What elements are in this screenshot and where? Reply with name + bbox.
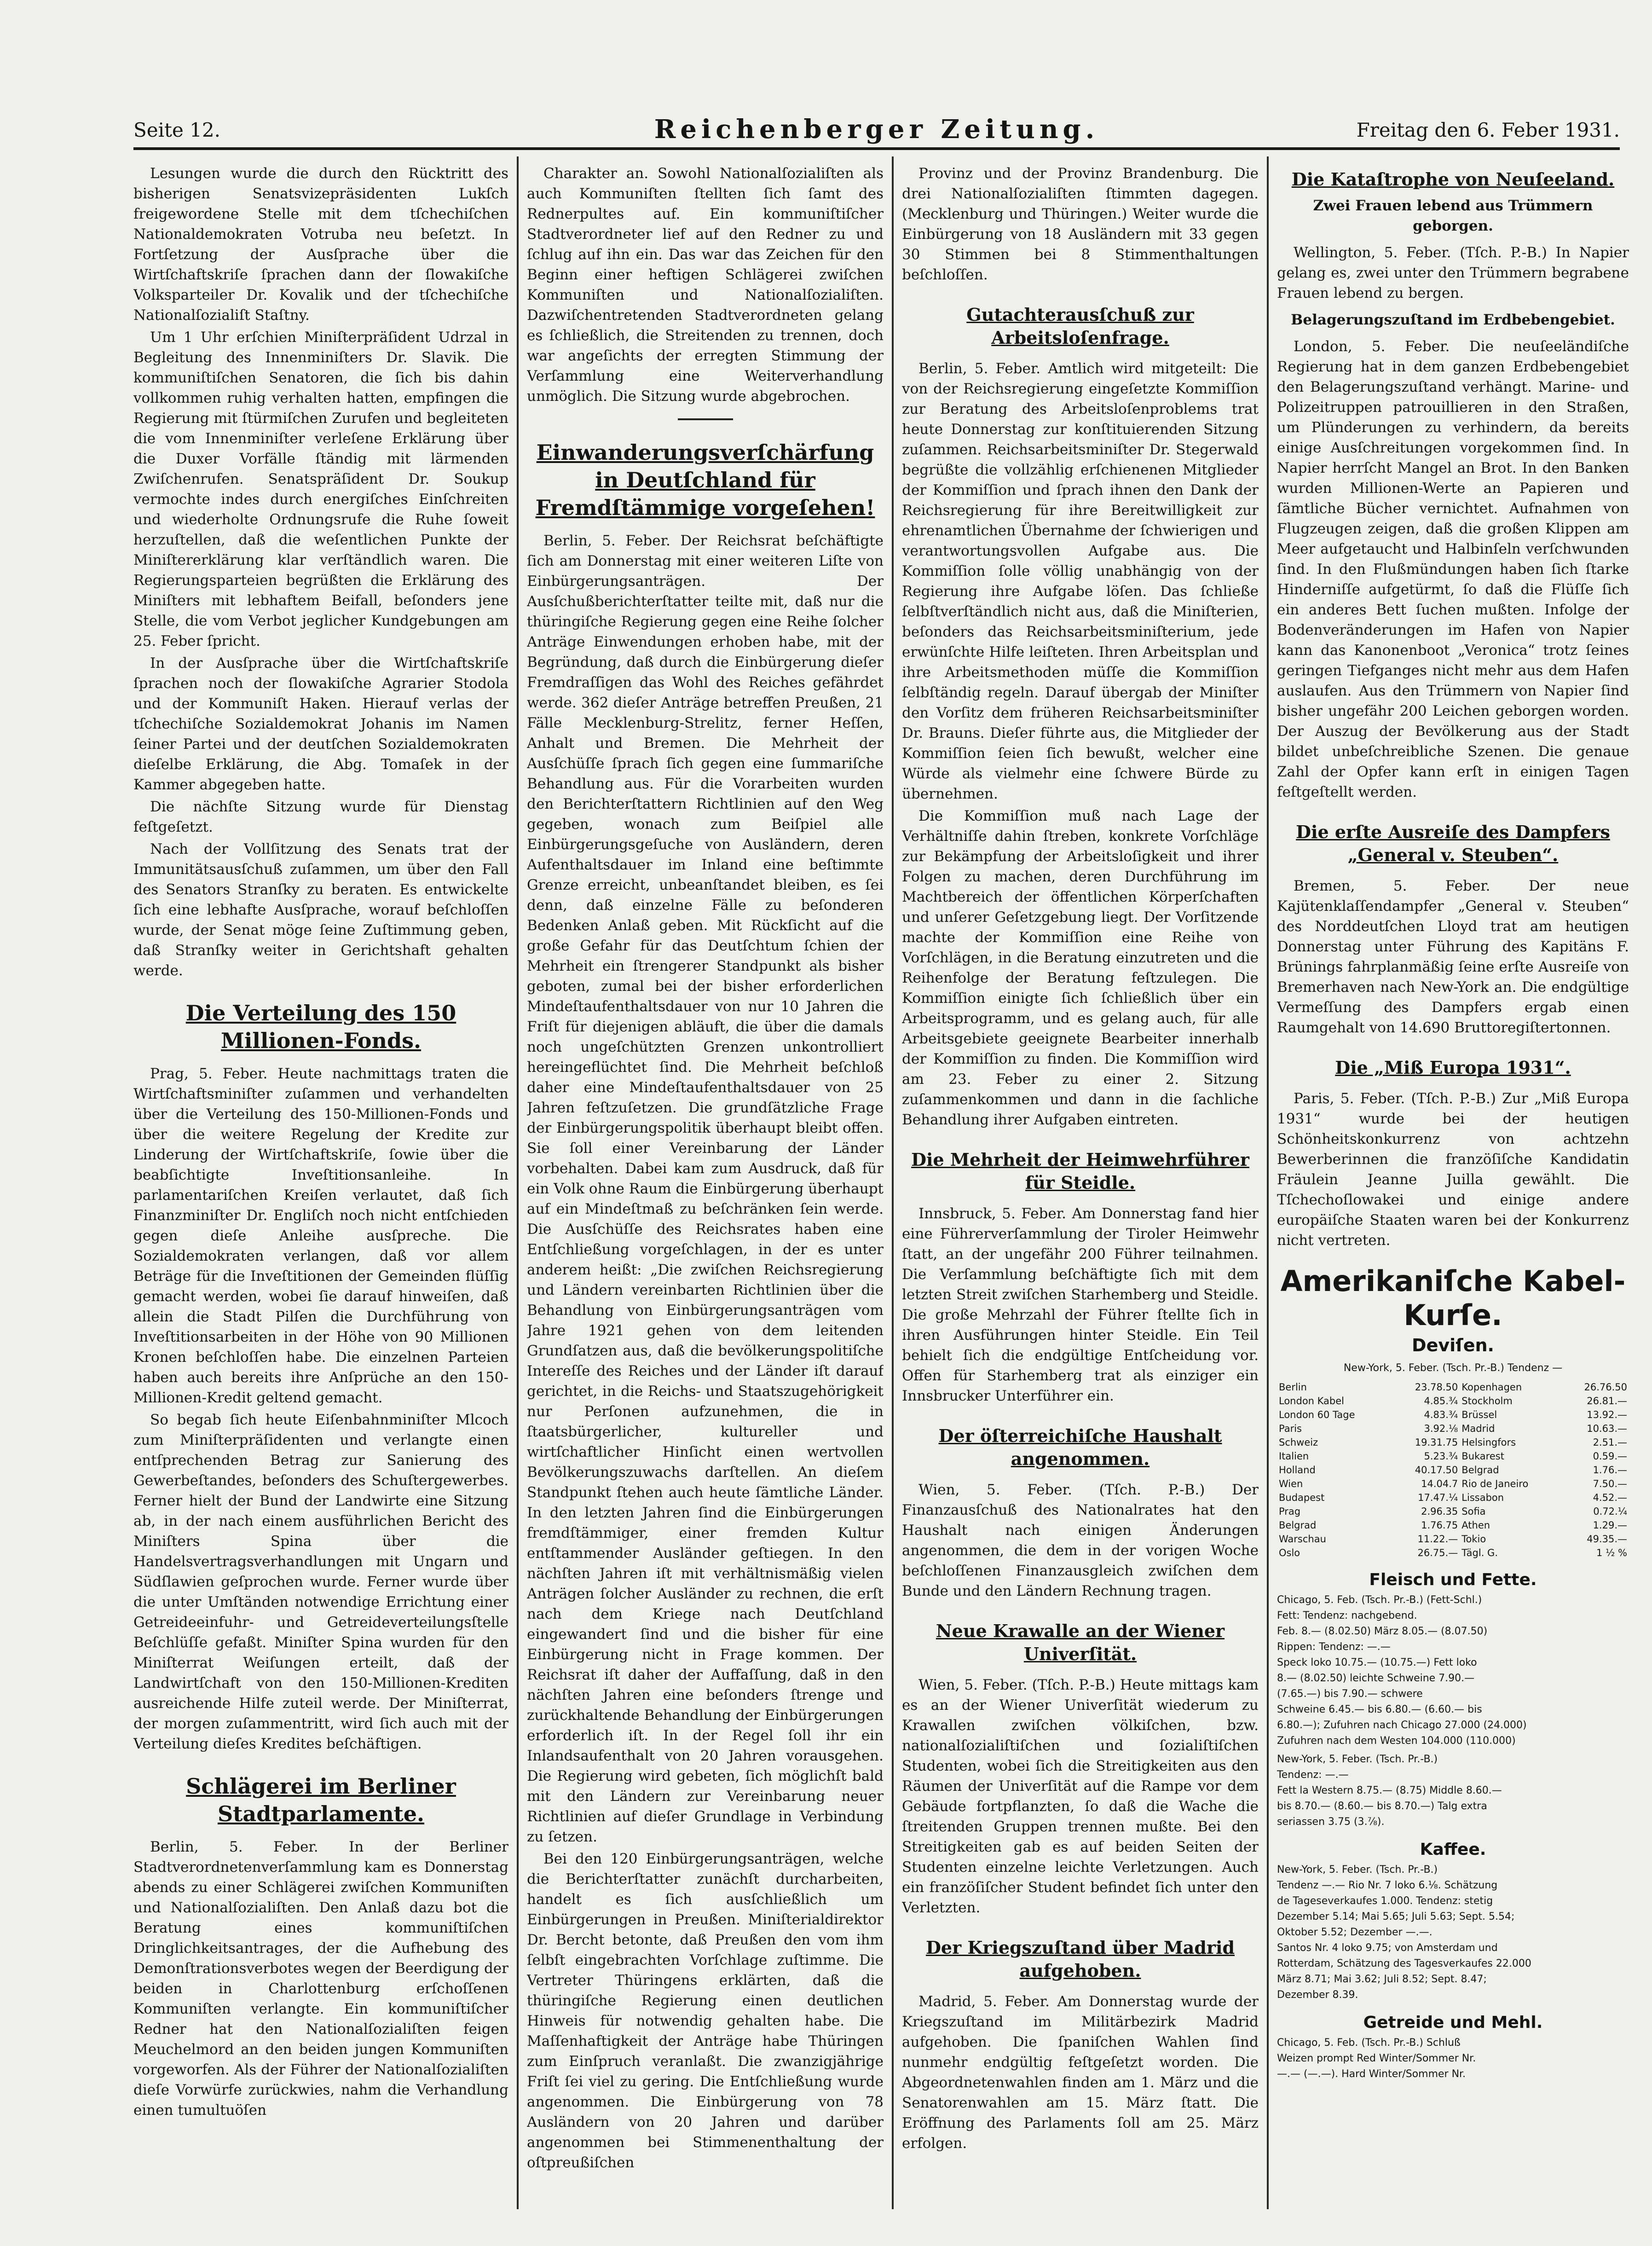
table-cell: Helsingfors [1461,1437,1516,1448]
table-cell: Belgrad [1279,1520,1317,1531]
table-cell: 1.29.— [1593,1520,1627,1531]
column-3 [902,163,1259,2218]
table-row [1277,1380,1629,1394]
table-row [1277,1422,1629,1436]
market-line: Feb. 8.— (8.02.50) März 8.05.— (8.07.50) [1277,1626,1488,1637]
market-line: bis 8.70.— (8.60.— bis 8.70.—) Talg extra [1277,1800,1487,1812]
header-rule [133,147,1620,150]
table-cell: 4.85.¾ [1424,1395,1458,1407]
table-cell: 14.04.7 [1421,1478,1458,1489]
masthead: Reichenberger Zeitung. [654,114,1099,145]
table-row [1277,1436,1629,1449]
paragraph: Berlin, 5. Feber. In der Berliner Stadtverordnetenverſammlung kam es Donnerstag abends zu einer Schlägerei zwiſchen Kommuniſten und Nationalſozialiſten. Den Anlaß dazu bot die Beratung eines kommuniſtiſchen Dringlichkeitsantrages, der die Aufhebung des Demonſtrationsverbotes wegen der Beerdigung der beiden in Charlottenburg erſchoſſenen Kommuniſten verlangte. Ein kommuniſtiſcher Redner hat den Nationalſozialiſten feigen Meuchelmord an den beiden jungen Kommuniſten vorgeworfen. Als der Führer der Nationalſozialiſten dieſe Vorwürfe zurückwies, nahm die Verhandlung einen tumultuöſen [133,1839,508,2119]
market-line: (7.65.—) bis 7.90.— schwere [1277,1688,1423,1700]
paragraph: Nach der Vollſitzung des Senats trat der Immunitätsausſchuß zuſammen, um über den Fall des Senators Stranſky zu beraten. Es entwickelte ſich eine lebhafte Ausſprache, worauf beſchloſſen wurde, der Senat möge ſeine Zuſtimmung geben, daß Stranſky weiter in Gerichtshaft gehalten werde. [133,841,508,979]
paragraph: Die nächſte Sitzung wurde für Dienstag feſtgeſetzt. [133,799,508,835]
article-headline: Der öſterreichiſche Haushalt angenommen. [938,1425,1222,1469]
market-report [1277,1752,1629,1829]
paragraph: So begab ſich heute Eiſenbahnminiſter Mlcoch zum Miniſterpräſidenten und verlangte einen entſprechenden Betrag zur Sanierung des Gewerbeſtandes, beſonders des Schuſtergewerbes. Ferner hielt der Bund der Landwirte eine Sitzung ab, in der nach einem ausführlichen Bericht des Miniſters Spina über die Handelsvertragsverhandlungen mit Ungarn und Südſlawien geſprochen wurde. Ferner wurde über die unter Umſtänden notwendige Errichtung einer Getreideeinfuhr- und Getreideverteilungsſtelle Beſchlüſſe gefaßt. Miniſter Spina wurden für den Miniſterrat Weiſungen erteilt, daß der Landwirtſchaft von den 150-Millionen-Krediten ausreichende Hilfe zuteil werde. Der Miniſterrat, der morgen zuſammentritt, wird ſich auch mit der Verteilung dieſes Kredites beſchäftigen. [133,1412,508,1752]
article-subheadline: Zwei Frauen lebend aus Trümmern geborgen. [1313,197,1593,234]
market-line: Santos Nr. 4 loko 9.75; von Amsterdam und [1277,1942,1498,1954]
paragraph: Lesungen wurde die durch den Rücktritt des bisherigen Senatsvizepräsidenten Lukſch freigewordene Stelle mit dem tſchechiſchen Nationaldemokraten Votruba neu beſetzt. In Fortſetzung der Ausſprache über die Wirtſchaftskriſe ſprachen dann der ſlowakiſche Volksparteiler Dr. Kovalik und der tſchechiſche Nationalſozialiſt Staſtny. [133,165,508,324]
market-line: Tendenz: —.— [1277,1769,1349,1781]
table-cell: Italien [1279,1451,1309,1462]
table-cell: 26.75.— [1417,1547,1458,1558]
table-cell: 0.59.— [1593,1451,1627,1462]
table-cell: 26.81.— [1587,1395,1627,1407]
table-cell: Lissabon [1461,1492,1504,1503]
market-line: 6.80.—); Zufuhren nach Chicago 27.000 (24.000) [1277,1719,1527,1731]
table-cell: Tokio [1461,1534,1486,1545]
paragraph: Wien, 5. Feber. (Tſch. P.-B.) Heute mittags kam es an der Wiener Univerſität wiederum zu Krawallen zwiſchen völkiſchen, bzw. nationalſozialiſtiſchen und ſozialiſtiſchen Studenten, wobei ſich die Streitigkeiten aus den Räumen der Univerſität auf die Rampe vor dem Gebäude fortpflanzten, ſo daß die Wache die ſtreitenden Gruppen trennen mußte. Bei den Streitigkeiten gab es auf beiden Seiten der Studenten einzelne leichte Verletzungen. Auch ein franzöſiſcher Student befindet ſich unter den Verletzten. [902,1677,1259,1916]
table-row [1277,1546,1629,1560]
market-line: New-York, 5. Feber. (Tsch. Pr.-B.) [1277,1864,1438,1876]
table-cell: Madrid [1461,1423,1495,1434]
table-cell: 23.78.50 [1415,1382,1458,1393]
table-cell: 26.76.50 [1584,1382,1627,1393]
market-line: Weizen prompt Red Winter/Sommer Nr. [1277,2053,1476,2064]
table-cell: Kopenhagen [1461,1382,1522,1393]
table-cell: Berlin [1279,1382,1307,1393]
table-cell: London Kabel [1279,1395,1345,1407]
paragraph: Berlin, 5. Feber. Der Reichsrat beſchäftigte ſich am Donnerstag mit einer weiteren Liſte von Einbürgerungsanträgen. Der Ausſchußberichterſtatter teilte mit, daß nur die thüringiſche Regierung gegen eine Reihe ſolcher Anträge Einwendungen erhoben habe, mit der Begründung, daß durch die Einbürgerung dieſer Fremdraſſigen das Wohl des Reiches gefährdet werde. 362 dieſer Anträge betreffen Preußen, 21 Fälle Mecklenburg-Strelitz, ferner Heſſen, Anhalt und Bremen. Die Mehrheit der Ausſchüſſe ſprach ſich gegen eine ſummariſche Behandlung aus. Für die Vorarbeiten wurden den Berichterſtattern Richtlinien auf den Weg gegeben, wonach zum Beiſpiel alle Einbürgerungsgeſuche von Ausländern, deren Aufenthaltsdauer im Inland eine beſtimmte Grenze erreicht, unbeanſtandet bleiben, es ſei denn, daß einzelne Fälle zu beſonderen Bedenken Anlaß geben. Mit Rückſicht auf die große Gefahr für das Deutſchtum ſchien der Mehrheit ein ſtrengerer Standpunkt als bisher geboten, zumal bei der bisher erforderlichen Mindeſtaufenthaltsdauer von nur 10 Jahren die Friſt für diejenigen abläuft, die über die damals noch ungeſchützten Grenzen unkontrolliert hereingeflüchtet ſind. Die Mehrheit beſchloß daher eine Mindeſtaufenthaltsdauer von 25 Jahren feſtzuſetzen. Die grundſätzliche Frage der Einbürgerungspolitik überhaupt bleibt offen. Sie ſoll einer Vereinbarung der Länder vorbehalten. Dabei kam zum Ausdruck, daß für ein Volk ohne Raum die Einbürgerung überhaupt auf ein Mindeſtmaß zu beſchränken ſein werde. Die Ausſchüſſe des Reichsrates haben eine Entſchließung vorgeſchlagen, in der es unter anderem heißt: „Die zwiſchen Reichsregierung und Ländern vereinbarten Richtlinien über die Behandlung von Einbürgerungsanträgen vom Jahre 1921 gehen von dem leitenden Grundſatzen aus, daß die bevölkerungspolitiſche Intereſſe des Reiches und der Länder iſt darauf gerichtet, in die Reichs- und Staatszugehörigkeit nur Perſonen aufzunehmen, die in ſtaatsbürgerlicher, kultureller und wirtſchaftlicher Hinſicht einen wertvollen Bevölkerungszuwachs darſtellen. An dieſem Standpunkt ſtehen auch heute ſämtliche Länder. In den letzten Jahren ſind die Einbürgerungen fremdſtämmiger, einer fremden Kultur entſtammender Ausländer geſtiegen. In den nächſten Jahren iſt mit verhältnismäßig vielen Anträgen ſolcher Ausländer zu rechnen, die erſt nach dem Kriege nach Deutſchland eingewandert ſind und die bisher für eine Einbürgerung nicht in Frage kommen. Der Reichsrat iſt daher der Auffaſſung, daß in den nächſten Jahren eine beſonders ſtrenge und zurückhaltende Behandlung der Einbürgerungen erforderlich iſt. In der Regel ſoll ihr ein Inlandsaufenthalt von 20 Jahren vorausgehen. Die Regierung wird gebeten, ſich möglichſt bald mit den Ländern zur Vereinbarung neuer Richtlinien auf dieſer Grundlage in Verbindung zu ſetzen. [527,533,884,1845]
market-line: seriassen 3.75 (3.⅞). [1277,1816,1385,1828]
article-subheadline: Belagerungszuſtand im Erdbebengebiet. [1291,312,1615,328]
table-cell: Wien [1279,1478,1303,1489]
table-cell: Sofia [1461,1506,1486,1517]
table-cell: 17.47.¼ [1418,1492,1458,1503]
table-cell: 10.63.— [1587,1423,1627,1434]
paragraph: Prag, 5. Feber. Heute nachmittags traten die Wirtſchaftsminiſter zuſammen und verhandelten über die Verteilung des 150-Millionen-Fonds und über die weitere Regelung der Kredite zur Linderung der Wirtſchaftskriſe, ſowie über die beabſichtigte Inveſtitionsanleihe. In parlamentariſchen Kreiſen verlautet, daß ſich Finanzminiſter Dr. Engliſch noch nicht entſchieden gegen dieſe Anleihe ausſpreche. Die Sozialdemokraten verlangen, daß vor allem Beträge für die Inveſtitionen der Gemeinden flüſſig gemacht werden, wobei ſie darauf hinweiſen, daß allein die Stadt Pilſen die Durchführung von Inveſtitionsarbeiten in der Höhe von 90 Millionen Kronen beſchloſſen habe. Die einzelnen Parteien haben auch bereits ihre Anſprüche an den 150-Millionen-Kredit geltend gemacht. [133,1065,508,1406]
table-cell: 2.96.35 [1421,1506,1458,1517]
table-row [1277,1449,1629,1463]
market-line: Rippen: Tendenz: —.— [1277,1641,1391,1653]
paragraph: Provinz und der Provinz Brandenburg. Die drei Nationalſozialiſten ſtimmten dagegen. (Mecklenburg und Thüringen.) Weiter wurde die Einbürgerung von 18 Ausländern mit 33 gegen 30 Stimmen bei 8 Stimmenthaltungen beſchloſſen. [902,165,1259,283]
table-cell: Warschau [1279,1534,1326,1545]
article-intro [133,163,508,981]
paragraph: Innsbruck, 5. Feber. Am Donnerstag fand hier eine Führerverſammlung der Tiroler Heimwehr ſtatt, an der ungefähr 200 Führer teilnahmen. Die Verſammlung beſchäftigte ſich mit dem letzten Streit zwiſchen Starhemberg und Steidle. Die große Mehrzahl der Führer ſtellte ſich in ihren Ausführungen hinter Steidle. Ein Teil behielt ſich die endgültige Entſcheidung vor. Offen für Starhemberg trat als einziger ein Innsbrucker Unterführer ein. [902,1205,1259,1404]
market-line: Zufuhren nach dem Westen 104.000 (110.000) [1277,1735,1516,1747]
market-line: 8.— (8.02.50) leichte Schweine 7.90.— [1277,1673,1475,1684]
table-cell: 19.31.75 [1415,1437,1458,1448]
table-cell: Rio de Janeiro [1461,1478,1529,1489]
table-cell: Prag [1279,1506,1301,1517]
column-rule [517,156,519,2209]
article-headline: Schlägerei im Berliner Stadtparlamente. [186,1774,456,1826]
table-cell: 1 ½ % [1596,1547,1627,1558]
table-cell: 4.83.¾ [1424,1409,1458,1420]
article-headline: Die Kataſtrophe von Neuſeeland. [1291,169,1615,190]
table-row [1277,1505,1629,1518]
market-line: Oktober 5.52; Dezember —.—. [1277,1927,1433,1938]
table-cell: 5.23.¾ [1424,1451,1458,1462]
table-cell: Athen [1461,1520,1490,1531]
devisen-title: Deviſen. [1412,1335,1494,1355]
article-headline: Die erſte Ausreiſe des Dampfers „General v. Steuben“. [1296,822,1610,865]
market-heading: Getreide und Mehl. [1363,2013,1543,2032]
market-line: Tendenz —.— Rio Nr. 7 loko 6.⅛. Schätzung [1277,1880,1498,1891]
market-line: Speck loko 10.75.— (10.75.—) Fett loko [1277,1657,1477,1668]
market-line: de Tageseverkaufes 1.000. Tendenz: stetig [1277,1895,1493,1907]
column-4 [1277,163,1629,2218]
table-cell: Belgrad [1461,1465,1499,1476]
article-headline: Gutachterausſchuß zur Arbeitsloſenfrage. [966,304,1194,348]
table-cell: 1.76.— [1593,1465,1627,1476]
table-cell: London 60 Tage [1279,1409,1355,1420]
market-report [1277,2036,1629,2082]
paragraph: In der Ausſprache über die Wirtſchaftskriſe ſprachen noch der ſlowakiſche Agrarier Stodola und der Kommuniſt Haken. Hierauf verlas der tſchechiſche Sozialdemokrat Johanis im Namen ſeiner Partei und der deutſchen Sozialdemokraten dieſelbe Erklärung, die Abg. Tomaſek in der Kammer abgegeben hatte. [133,655,508,793]
paragraph: Paris, 5. Feber. (Tſch. P.-B.) Zur „Miß Europa 1931“ wurde bei der heutigen Schönheitskonkurrenz von achtzehn Bewerberinnen die franzöſiſche Kandidatin Fräulein Jeanne Juilla gewählt. Die Tſchechoſlowakei und einige andere europäiſche Staaten waren bei der Konkurrenz nicht vertreten. [1277,1090,1629,1249]
paragraph: Um 1 Uhr erſchien Miniſterpräſident Udrzal in Begleitung des Innenminiſters Dr. Slavik. Die kommuniſtiſchen Senatoren, die ſich bis dahin vollkommen ruhig verhalten hatten, empfingen die Regierung mit ſtürmiſchen Zurufen und begleiteten die vom Innenminiſter verleſene Erklärung über die Duxer Vorfälle ſtändig mit lärmenden Zwiſchenrufen. Senatspräſident Dr. Soukup vermochte indes durch energiſches Einſchreiten und wiederholte Ordnungsrufe die Ruhe ſoweit herzuſtellen, daß die weſentlichen Punkte der Miniſtererklärung klar verſtändlich waren. Die Regierungsparteien begrüßten die Erklärung des Miniſters mit lebhaftem Beifall, beſonders jene Stelle, die vom Verbot jeglicher Kundgebungen am 25. Feber ſpricht. [133,329,508,649]
table-cell: 40.17.50 [1415,1465,1458,1476]
page-header [133,110,1620,143]
table-cell: 2.51.— [1593,1437,1627,1448]
devisen-header: New-York, 5. Feber. (Tsch. Pr.-B.) Tendenz — [1343,1362,1563,1374]
table-cell: Schweiz [1279,1437,1318,1448]
table-cell: 3.92.⅛ [1424,1423,1458,1434]
table-cell: 13.92.— [1587,1409,1627,1420]
table-cell: Tägl. G. [1461,1547,1498,1558]
column-1 [133,163,508,2218]
column-rule [1267,156,1269,2209]
table-row [1277,1532,1629,1546]
paragraph: London, 5. Feber. Die neuſeeländiſche Regierung hat in dem ganzen Erdbebengebiet den Belagerungszuſtand verhängt. Marine- und Polizeitruppen patrouillieren in den Straßen, um Plünderungen zu verhindern, da bereits einige Ausſchreitungen vorgekommen ſind. In Napier herrſcht Mangel an Brot. In den Banken wurden Millionen-Werte an Papieren und ſämtliche Bücher vernichtet. Aufnahmen von Flugzeugen zeigen, daß die großen Klippen am Meer aufgetaucht und Halbinſeln verſchwunden ſind. In den Flußmündungen haben ſich ſtarke Hinderniſſe aufgetürmt, ſo daß die Flüſſe ſich ein anderes Bett ſuchen mußten. Infolge der Bodenveränderungen im Hafen von Napier kann das Kanonenboot „Veronica“ trotz ſeines geringen Tiefganges nicht mehr aus dem Hafen auslaufen. Aus den Trümmern von Napier ſind bisher ungefähr 200 Leichen geborgen worden. Der Auszug der Bevölkerung aus der Stadt bildet unbeſchreibliche Szenen. Die genaue Zahl der Opfer kann erſt in einigen Tagen feſtgeſtellt werden. [1277,338,1629,800]
page-number: Seite 12. [133,119,220,141]
table-cell: 0.72.¼ [1593,1506,1627,1517]
market-line: —.— (—.—). Hard Winter/Sommer Nr. [1277,2068,1466,2080]
table-cell: Bukarest [1461,1451,1504,1462]
article-headline: Der Kriegszuſtand über Madrid aufgehoben. [925,1937,1235,1981]
paragraph: Bremen, 5. Feber. Der neue Kajütenklaſſendampfer „General v. Steuben“ des Norddeutſchen Lloyd trat am heutigen Donnerstag unter Führung des Kapitäns F. Brünings fahrplanmäßig ſeine erſte Ausreiſe von Bremerhaven nach New-York an. Die endgültige Vermeſſung des Dampfers ergab einen Raumgehalt von 14.690 Bruttoregiſtertonnen. [1277,878,1629,1036]
paragraph: Charakter an. Sowohl Nationalſozialiſten als auch Kommuniſten ſtellten ſich ſamt des Rednerpultes auf. Ein kommuniſtiſcher Stadtverordneter lief auf den Redner zu und ſchlug auf ihn ein. Das war das Zeichen für den Beginn einer heftigen Schlägerei zwiſchen Kommuniſten und Nationalſozialiſten. Dazwiſchentretenden Stadtverordneten gelang es ſchließlich, die Streitenden zu trennen, doch war angeſichts der erregten Stimmung der Verſammlung eine Weiterverhandlung unmöglich. Die Sitzung wurde abgebrochen. [527,165,884,405]
table-cell: Holland [1279,1465,1316,1476]
market-line: Chicago, 5. Feb. (Tsch. Pr.-B.) (Fett-Schl.) [1277,1594,1482,1606]
column-2 [527,163,884,2218]
table-row [1277,1491,1629,1505]
table-row [1277,1394,1629,1408]
market-report [1277,1593,1629,1748]
table-cell: 49.35.— [1587,1534,1627,1545]
table-row [1277,1408,1629,1422]
cable-rates-title: Amerikaniſche Kabel-Kurſe. [1280,1264,1626,1332]
paragraph: Madrid, 5. Feber. Am Donnerstag wurde der Kriegszuſtand im Militärbezirk Madrid aufgehoben. Die ſpaniſchen Wahlen ſind nunmehr endgültig feſtgeſetzt worden. Die Abgeordnetenwahlen finden am 1. März und die Senatorenwahlen am 15. März ſtatt. Die Eröffnung des Parlaments ſoll am 25. März erfolgen. [902,1993,1259,2152]
table-row [1277,1518,1629,1532]
market-heading: Kaffee. [1420,1840,1486,1859]
table-row [1277,1463,1629,1477]
table-cell: Paris [1279,1423,1302,1434]
paragraph: Die Kommiſſion muß nach Lage der Verhältniſſe dahin ſtreben, konkrete Vorſchläge zur Bekämpfung der Arbeitsloſigkeit und ihrer Folgen zu machen, deren Durchführung im Machtbereich der öffentlichen Körperſchaften und unſerer Geſetzgebung liegt. Der Vorſitzende machte der Kommiſſion eine Reihe von Vorſchlägen, in die Beratung einzutreten und die Reihenfolge der Beratung feſtzulegen. Die Kommiſſion einigte ſich ſchließlich über ein Arbeitsprogramm, und es gelang auch, für alle Arbeitsgebiete geeignete Bearbeiter innerhalb der Kommiſſion zu finden. Die Kommiſſion wird am 23. Feber zu einer 2. Sitzung zuſammenkommen und dann in die ſachliche Behandlung ihrer Aufgaben eintreten. [902,808,1259,1128]
table-row [1277,1477,1629,1491]
market-line: New-York, 5. Feber. (Tsch. Pr.-B.) [1277,1754,1438,1765]
paragraph: Bei den 120 Einbürgerungsanträgen, welche die Berichterſtatter zunächſt durcharbeiten, handelt es ſich ausſchließlich um Einbürgerungen in Preußen. Miniſterialdirektor Dr. Bercht betonte, daß Preußen den vom ihm ſelbſt eingebrachten Vorſchlage zuſtimme. Die Vertreter Thüringens erklärten, daß die thüringiſche Regierung einen deutlichen Hinweis für notwendig gehalten habe. Die Maſſenhaftigkeit der Anträge habe Thüringen zum Einſpruch veranlaßt. Die zwanzigjährige Friſt ſei viel zu gering. Die Entſchließung wurde angenommen. Die Einbürgerung von 78 Ausländern von 20 Jahren und darüber angenommen bei Stimmenenthaltung der oſtpreußiſchen [527,1851,884,2171]
market-line: Rotterdam, Schätzung des Tagesverkaufes 22.000 [1277,1958,1531,1969]
divider [678,418,733,420]
table-cell: Brüssel [1461,1409,1497,1420]
table-cell: 1.76.75 [1421,1520,1458,1531]
article-headline: Neue Krawalle an der Wiener Univerſität. [936,1621,1225,1664]
table-cell: Stockholm [1461,1395,1513,1407]
market-line: Schweine 6.45.— bis 6.80.— (6.60.— bis [1277,1704,1482,1715]
table-cell: Budapest [1279,1492,1325,1503]
table-cell: 7.50.— [1593,1478,1627,1489]
table-cell: 4.52.— [1593,1492,1627,1503]
table-cell: Oslo [1279,1547,1300,1558]
article-headline: Die Verteilung des 150 Millionen-Fonds. [185,1001,456,1053]
market-line: Dezember 5.14; Mai 5.65; Juli 5.63; Sept. 5.54; [1277,1911,1515,1922]
paragraph: Wellington, 5. Feber. (Tſch. P.-B.) In Napier gelang es, zwei unter den Trümmern begrabene Frauen lebend zu bergen. [1277,244,1629,301]
article-headline: Einwanderungsverſchärfung in Deutſchland für Fremdſtämmige vorgeſehen! [535,440,875,520]
market-line: Fett la Western 8.75.— (8.75) Middle 8.60.— [1277,1785,1502,1796]
article-headline: Die Mehrheit der Heimwehrführer für Steidle. [911,1149,1249,1193]
paragraph: Berlin, 5. Feber. Amtlich wird mitgeteilt: Die von der Reichsregierung eingeſetzte Kommiſſion zur Beratung des Arbeitsloſenproblems trat heute Donnerstag zur konſtituierenden Sitzung zuſammen. Reichsarbeitsminiſter Dr. Stegerwald begrüßte die vollzählig erſchienenen Mitglieder der Kommiſſion und ſprach ihnen den Dank der Reichsregierung für ihre Bereitwilligkeit zur ehrenamtlichen Übernahme der ſchwierigen und verantwortungsvollen Aufgabe aus. Die Kommiſſion ſolle völlig unabhängig von der Regierung ihre Aufgabe löſen. Das ſchließe ſelbſtverſtändlich nicht aus, daß die Miniſterien, beſonders das Reichsarbeitsminiſterium, jede erwünſchte Hilfe leiſteten. Ihren Arbeitsplan und ihre Arbeitsmethoden müſſe die Kommiſſion ſelbſtändig regeln. Darauf übergab der Miniſter den Vorſitz dem früheren Reichsarbeitsminiſter Dr. Brauns. Dieſer führte aus, die Mitglieder der Kommiſſion ſeien ſich bewußt, welcher eine Würde als vielmehr eine ſchwere Bürde zu übernehmen. [902,360,1259,802]
market-line: Fett: Tendenz: nachgebend. [1277,1610,1417,1621]
market-heading: Fleisch und Fette. [1369,1570,1537,1589]
column-rule [892,156,894,2209]
devisen-table [1277,1380,1629,1560]
article-headline: Die „Miß Europa 1931“. [1335,1057,1571,1078]
market-line: März 8.71; Mai 3.62; Juli 8.52; Sept. 8.47; [1277,1974,1487,1985]
market-report [1277,1863,1629,2003]
market-line: Dezember 8.39. [1277,1989,1358,2001]
table-cell: 11.22.— [1417,1534,1458,1545]
market-line: Chicago, 5. Feb. (Tsch. Pr.-B.) Schluß [1277,2037,1461,2049]
issue-date: Freitag den 6. Feber 1931. [1356,119,1620,141]
paragraph: Wien, 5. Feber. (Tſch. P.-B.) Der Finanzausſchuß des Nationalrates hat den Haushalt nach einigen Änderungen angenommen, die dem in der vorigen Woche beſchloſſenen Finanzausgleich zwiſchen dem Bunde und den Ländern Rechnung tragen. [902,1482,1259,1599]
